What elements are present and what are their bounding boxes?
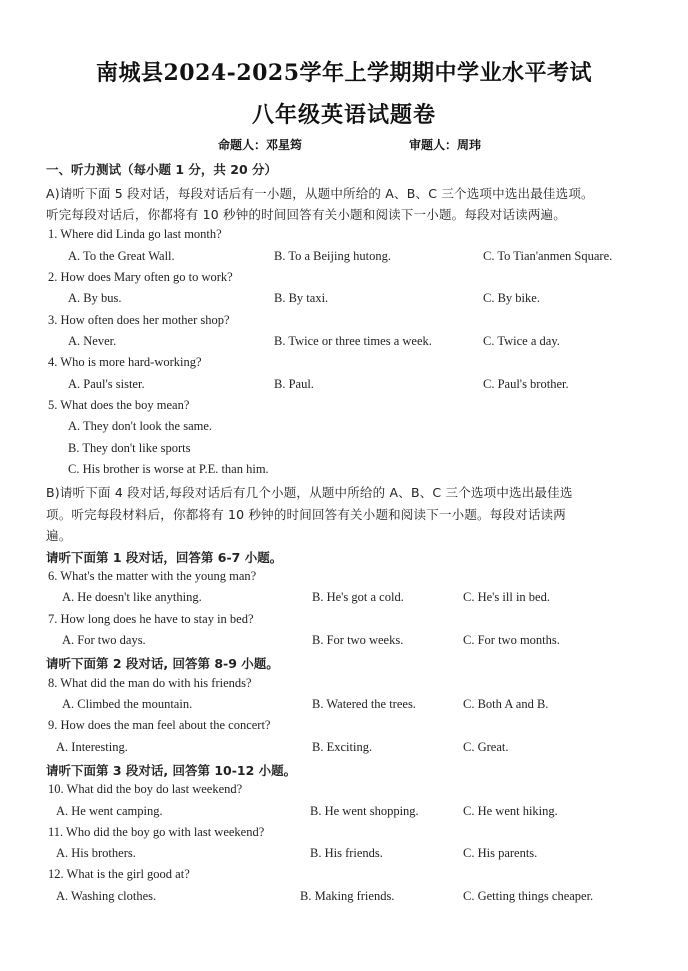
q3-option-b: B. Twice or three times a week. [274, 334, 432, 348]
q7-option-c: C. For two months. [463, 633, 560, 647]
q9-option-a: A. Interesting. [56, 740, 128, 754]
q3-option-c: C. Twice a day. [483, 334, 560, 348]
question-4: 4. Who is more hard-working? [48, 355, 202, 369]
question-9: 9. How does the man feel about the concert? [48, 718, 271, 732]
question-8: 8. What did the man do with his friends? [48, 676, 252, 690]
q10-option-a: A. He went camping. [56, 804, 163, 818]
q1-option-a: A. To the Great Wall. [68, 249, 175, 263]
part-b-instruction-2: 项。听完每段材料后，你都将有 10 秒钟的时间回答有关小题和阅读下一小题。每段对话读两 [46, 507, 566, 522]
q8-option-b: B. Watered the trees. [312, 697, 416, 711]
section-heading: 一、听力测试（每小题 1 分，共 20 分） [46, 162, 278, 177]
dialog-2-instruction: 请听下面第 2 段对话, 回答第 8-9 小题。 [46, 656, 279, 671]
q4-option-c: C. Paul's brother. [483, 377, 569, 391]
q10-option-b: B. He went shopping. [310, 804, 419, 818]
q9-option-c: C. Great. [463, 740, 509, 754]
q6-option-b: B. He's got a cold. [312, 590, 404, 604]
q10-option-c: C. He went hiking. [463, 804, 558, 818]
q9-option-b: B. Exciting. [312, 740, 373, 754]
q11-option-b: B. His friends. [310, 846, 383, 860]
q7-option-b: B. For two weeks. [312, 633, 404, 647]
question-2: 2. How does Mary often go to work? [48, 270, 233, 284]
dialog-1-instruction: 请听下面第 1 段对话，回答第 6-7 小题。 [46, 550, 283, 565]
question-11: 11. Who did the boy go with last weekend? [48, 825, 265, 839]
author-label: 命题人：邓星筠 [218, 138, 303, 152]
part-b-instruction-1: B)请听下面 4 段对话,每段对话后有几个小题，从题中所给的 A、B、C 三个选项中选出最佳选 [46, 485, 573, 500]
question-12: 12. What is the girl good at? [48, 867, 190, 881]
q11-option-a: A. His brothers. [56, 846, 136, 860]
q5-option-a: A. They don't look the same. [68, 419, 213, 433]
part-a-instruction-2: 听完每段对话后，你都将有 10 秒钟的时间回答有关小题和阅读下一小题。每段对话读两遍。 [46, 207, 566, 222]
q1-option-b: B. To a Beijing hutong. [274, 249, 391, 263]
q6-option-c: C. He's ill in bed. [463, 590, 550, 604]
question-1: 1. Where did Linda go last month? [48, 227, 222, 241]
question-10: 10. What did the boy do last weekend? [48, 782, 243, 796]
dialog-3-instruction: 请听下面第 3 段对话, 回答第 10-12 小题。 [46, 763, 297, 778]
q12-option-b: B. Making friends. [300, 889, 395, 903]
q4-option-b: B. Paul. [274, 377, 314, 391]
q5-option-c: C. His brother is worse at P.E. than him. [68, 462, 269, 476]
q5-option-b: B. They don't like sports [68, 441, 191, 455]
q2-option-a: A. By bus. [68, 291, 122, 305]
q1-option-c: C. To Tian'anmen Square. [483, 249, 613, 263]
q2-option-b: B. By taxi. [274, 291, 329, 305]
part-a-instruction-1: A)请听下面 5 段对话，每段对话后有一小题，从题中所给的 A、B、C 三个选项中选出最佳选项。 [46, 186, 594, 201]
q12-option-c: C. Getting things cheaper. [463, 889, 594, 903]
reviewer-label: 审题人：周玮 [409, 138, 482, 152]
q11-option-c: C. His parents. [463, 846, 538, 860]
q2-option-c: C. By bike. [483, 291, 540, 305]
question-5: 5. What does the boy mean? [48, 398, 190, 412]
q12-option-a: A. Washing clothes. [56, 889, 157, 903]
part-b-instruction-3: 遍。 [46, 528, 72, 543]
q7-option-a: A. For two days. [62, 633, 146, 647]
q8-option-a: A. Climbed the mountain. [62, 697, 193, 711]
question-3: 3. How often does her mother shop? [48, 313, 230, 327]
question-7: 7. How long does he have to stay in bed? [48, 612, 254, 626]
q3-option-a: A. Never. [68, 334, 117, 348]
q6-option-a: A. He doesn't like anything. [62, 590, 202, 604]
q4-option-a: A. Paul's sister. [68, 377, 145, 391]
q8-option-c: C. Both A and B. [463, 697, 549, 711]
question-6: 6. What's the matter with the young man? [48, 569, 257, 583]
exam-subtitle: 八年级英语试题卷 [251, 102, 436, 128]
exam-title: 南城县2024-2025学年上学期期中学业水平考试 [95, 60, 593, 86]
